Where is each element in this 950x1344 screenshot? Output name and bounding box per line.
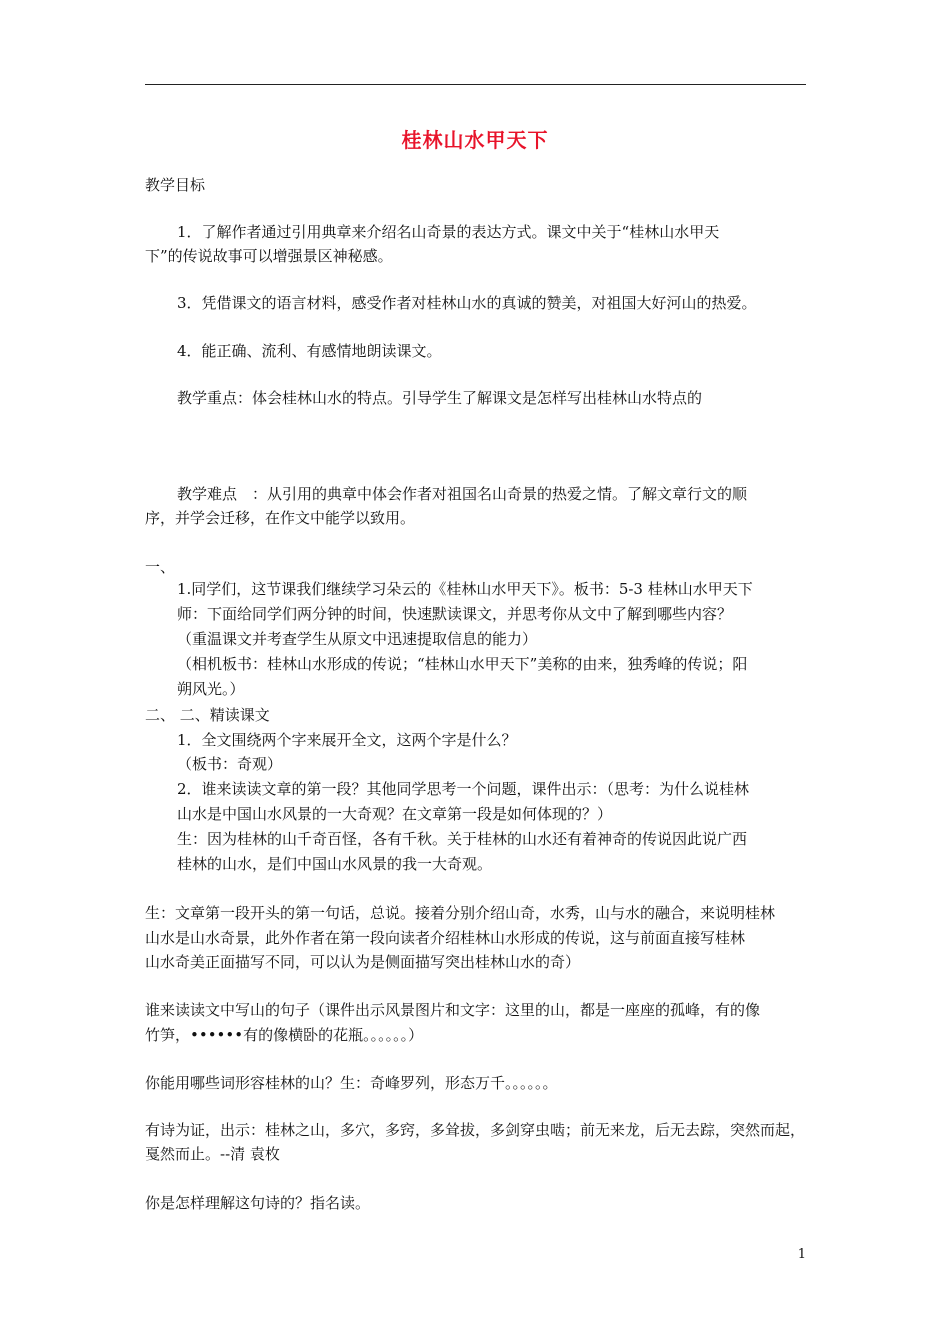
key-point: 教学重点：体会桂林山水的特点。引导学生了解课文是怎样写出桂林山水特点的 bbox=[177, 389, 703, 407]
section-2-line-2: （板书：奇观） bbox=[177, 755, 283, 773]
paragraph-4-line-2: 戛然而止。--清 袁枚 bbox=[145, 1145, 280, 1163]
section-2-header: 二、 二、精读课文 bbox=[145, 706, 270, 724]
paragraph-4-line-1: 有诗为证，出示：桂林之山，多穴，多窍，多耸拔，多剑穿虫啮；前无来龙，后无去踪，突然而起， bbox=[145, 1121, 806, 1139]
paragraph-1-line-1: 生：文章第一段开头的第一句话，总说。接着分别介绍山奇，水秀，山与水的融合，来说明桂林 bbox=[145, 904, 776, 922]
difficulty-line-2: 序，并学会迁移，在作文中能学以致用。 bbox=[145, 509, 416, 527]
paragraph-1-line-3: 山水奇美正面描写不同，可以认为是侧面描写突出桂林山水的奇） bbox=[145, 953, 581, 971]
section-2-line-6: 桂林的山水，是们中国山水风景的我一大奇观。 bbox=[177, 855, 493, 873]
section-1-line-2: 师：下面给同学们两分钟的时间，快速默读课文，并思考你从文中了解到哪些内容？ bbox=[177, 605, 733, 623]
goal-1-line-1: 1．了解作者通过引用典章来介绍名山奇景的表达方式。课文中关于“桂林山水甲天 bbox=[177, 223, 720, 241]
page-number: 1 bbox=[797, 1247, 806, 1262]
paragraph-1-line-2: 山水是山水奇景，此外作者在第一段向读者介绍桂林山水形成的传说，这与前面直接写桂林 bbox=[145, 929, 746, 947]
difficulty-line-1: 教学难点 ：从引用的典章中体会作者对祖国名山奇景的热爱之情。了解文章行文的顺 bbox=[177, 485, 748, 503]
paragraph-3: 你能用哪些词形容桂林的山？生：奇峰罗列，形态万千。。。。。。 bbox=[145, 1074, 558, 1092]
section-2-line-3: 2．谁来读读文章的第一段？其他同学思考一个问题，课件出示：（思考：为什么说桂林 bbox=[177, 780, 750, 798]
section-1-line-4: （相机板书：桂林山水形成的传说；“桂林山水甲天下”美称的由来，独秀峰的传说；阳 bbox=[177, 655, 748, 673]
goal-4: 4．能正确、流利、有感情地朗读课文。 bbox=[177, 342, 442, 360]
section-2-line-4: 山水是中国山水风景的一大奇观？在文章第一段是如何体现的？） bbox=[177, 805, 613, 823]
paragraph-2-line-1: 谁来读读文中写山的句子（课件出示风景图片和文字：这里的山，都是一座座的孤峰，有的像 bbox=[145, 1001, 761, 1019]
goal-1-line-2: 下”的传说故事可以增强景区神秘感。 bbox=[145, 247, 393, 265]
paragraph-2-line-2: 竹笋，••••••有的像横卧的花瓶。。。。。。） bbox=[145, 1026, 424, 1044]
section-1-line-1: 1.同学们，这节课我们继续学习朵云的《桂林山水甲天下》。板书：5-3 桂林山水甲天下 bbox=[177, 580, 753, 598]
section-1-marker: 一、 bbox=[145, 558, 176, 576]
goal-3: 3．凭借课文的语言材料，感受作者对桂林山水的真诚的赞美，对祖国大好河山的热爱。 bbox=[177, 294, 757, 312]
header-rule bbox=[145, 84, 806, 85]
section-2-line-1: 1．全文围绕两个字来展开全文，这两个字是什么？ bbox=[177, 731, 517, 749]
document-title: 桂林山水甲天下 bbox=[401, 128, 549, 152]
section-1-line-3: （重温课文并考查学生从原文中迅速提取信息的能力） bbox=[177, 630, 538, 648]
section-2-line-5: 生：因为桂林的山千奇百怪，各有千秋。关于桂林的山水还有着神奇的传说因此说广西 bbox=[177, 830, 748, 848]
paragraph-5: 你是怎样理解这句诗的？指名读。 bbox=[145, 1194, 371, 1212]
section-1-line-5: 朔风光。） bbox=[177, 680, 245, 698]
heading-objectives: 教学目标 bbox=[145, 176, 206, 194]
